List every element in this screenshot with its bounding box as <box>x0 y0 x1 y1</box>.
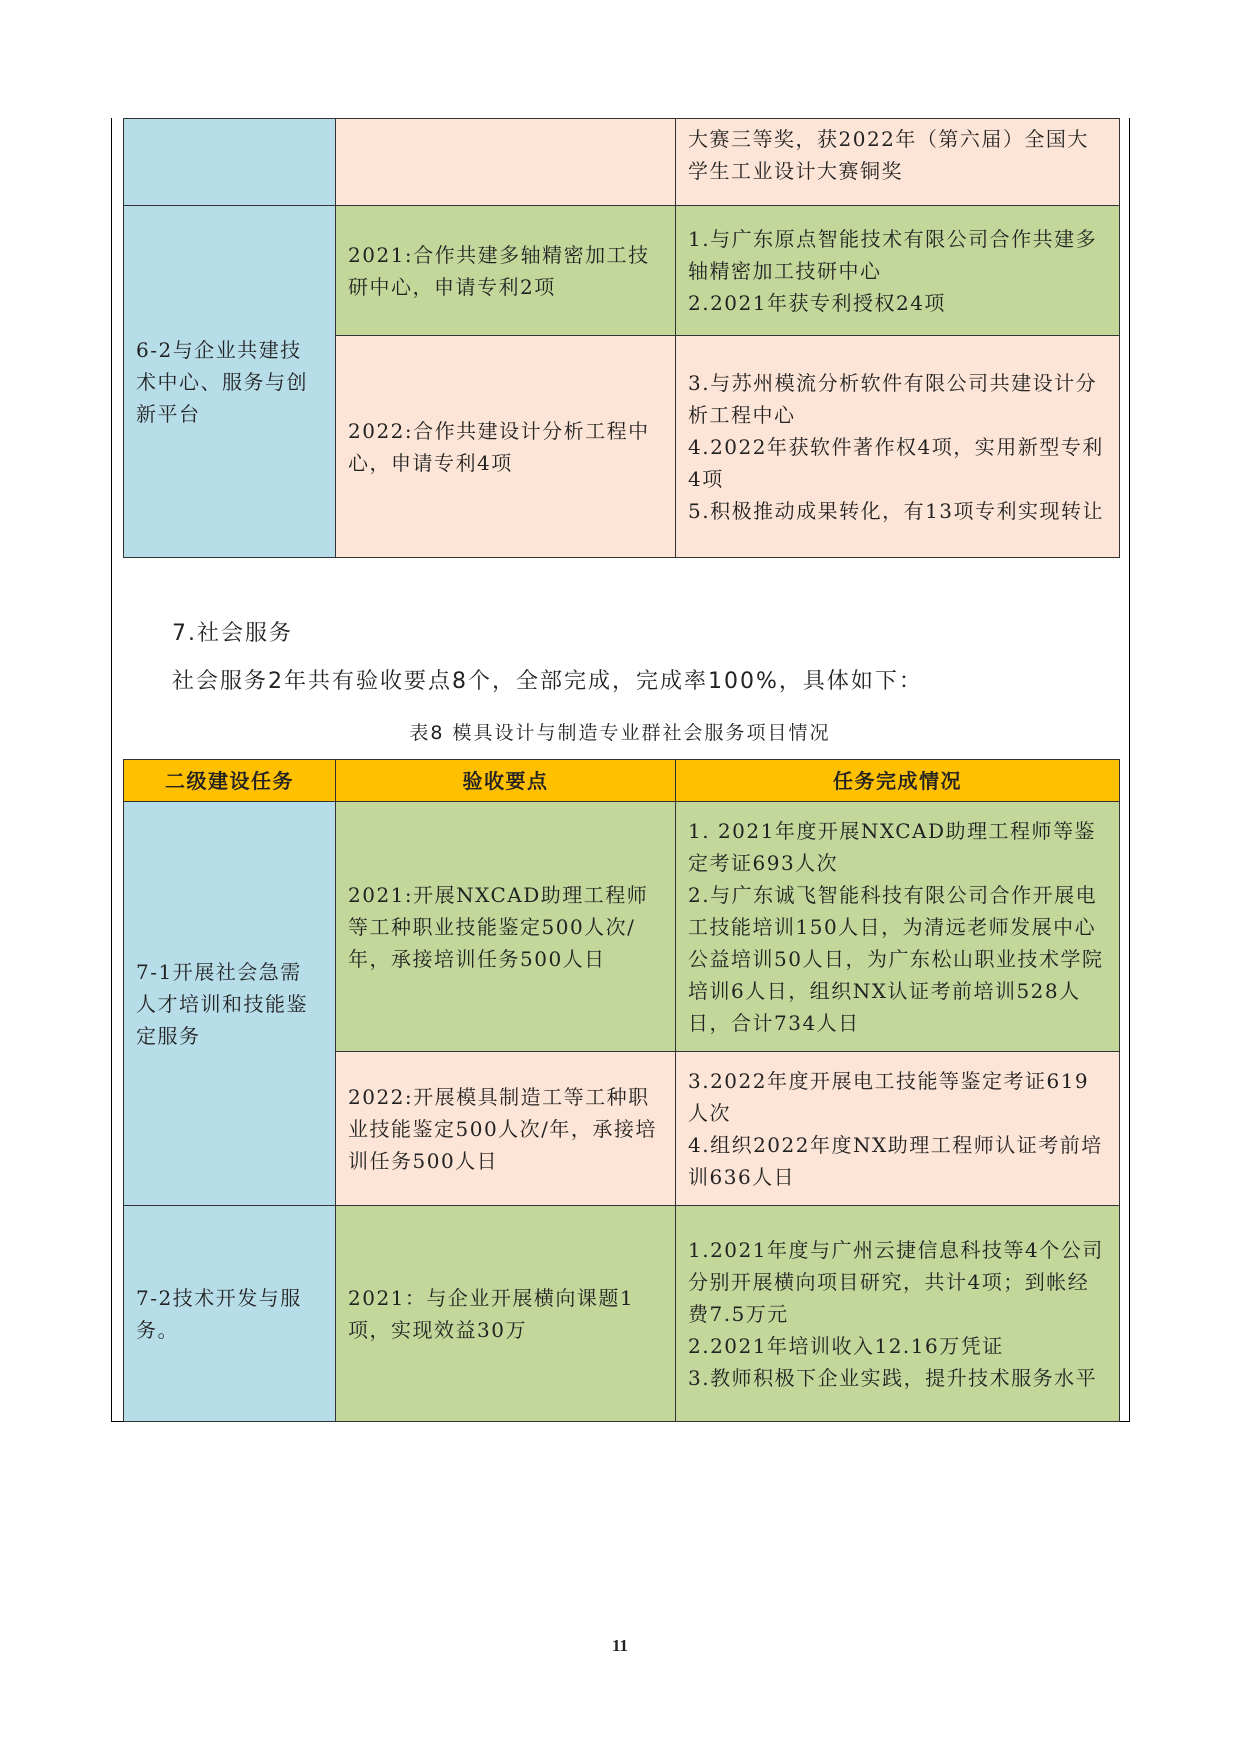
point-cell: 2021:合作共建多轴精密加工技研中心，申请专利2项 <box>336 206 676 336</box>
task-cell: 7-1开展社会急需人才培训和技能鉴定服务 <box>124 802 336 1206</box>
table-row <box>124 206 1120 336</box>
table-header-row <box>124 760 1120 802</box>
point-cell: 2021：与企业开展横向课题1项，实现效益30万 <box>336 1206 676 1422</box>
table-row <box>124 1206 1120 1422</box>
result-cell: 1.与广东原点智能技术有限公司合作共建多轴精密加工技研中心 2.2021年获专利授权24项 <box>676 206 1120 336</box>
task-cell <box>124 119 336 206</box>
header-result: 任务完成情况 <box>676 760 1120 802</box>
table-caption: 表8 模具设计与制造专业群社会服务项目情况 <box>409 722 831 744</box>
section-heading: 7.社会服务 <box>172 621 293 646</box>
page-frame-left <box>111 118 112 1422</box>
table-row <box>124 802 1120 1052</box>
point-cell: 2021:开展NXCAD助理工程师等工种职业技能鉴定500人次/年，承接培训任务500人日 <box>336 802 676 1052</box>
page-number: 11 <box>611 1636 629 1655</box>
header-task: 二级建设任务 <box>124 760 336 802</box>
table-social-service <box>123 759 1120 1422</box>
result-cell: 1. 2021年度开展NXCAD助理工程师等鉴定考证693人次 2.与广东诚飞智能科技有限公司合作开展电工技能培训150人日，为清远老师发展中心公益培训50人日，为广东松山职业技术学院培训6人日，组织NX认证考前培训528人日，合计734人日 <box>676 802 1120 1052</box>
point-cell <box>336 119 676 206</box>
point-cell: 2022:合作共建设计分析工程中心，申请专利4项 <box>336 336 676 558</box>
table-row <box>124 119 1120 206</box>
table-innovation-continued <box>123 118 1120 558</box>
result-cell: 3.与苏州模流分析软件有限公司共建设计分析工程中心 4.2022年获软件著作权4项，实用新型专利4项 5.积极推动成果转化，有13项专利实现转让 <box>676 336 1120 558</box>
page-frame-right <box>1129 118 1130 1422</box>
section-paragraph: 社会服务2年共有验收要点8个，全部完成，完成率100%，具体如下： <box>172 669 923 694</box>
task-cell: 6-2与企业共建技术中心、服务与创新平台 <box>124 206 336 558</box>
task-cell: 7-2技术开发与服务。 <box>124 1206 336 1422</box>
point-cell: 2022:开展模具制造工等工种职业技能鉴定500人次/年，承接培训任务500人日 <box>336 1052 676 1206</box>
result-cell: 1.2021年度与广州云捷信息科技等4个公司分别开展横向项目研究，共计4项；到帐经费7.5万元 2.2021年培训收入12.16万凭证 3.教师积极下企业实践，提升技术服务水平 <box>676 1206 1120 1422</box>
header-point: 验收要点 <box>336 760 676 802</box>
result-cell: 大赛三等奖，获2022年（第六届）全国大学生工业设计大赛铜奖 <box>676 119 1120 206</box>
result-cell: 3.2022年度开展电工技能等鉴定考证619人次 4.组织2022年度NX助理工程师认证考前培训636人日 <box>676 1052 1120 1206</box>
